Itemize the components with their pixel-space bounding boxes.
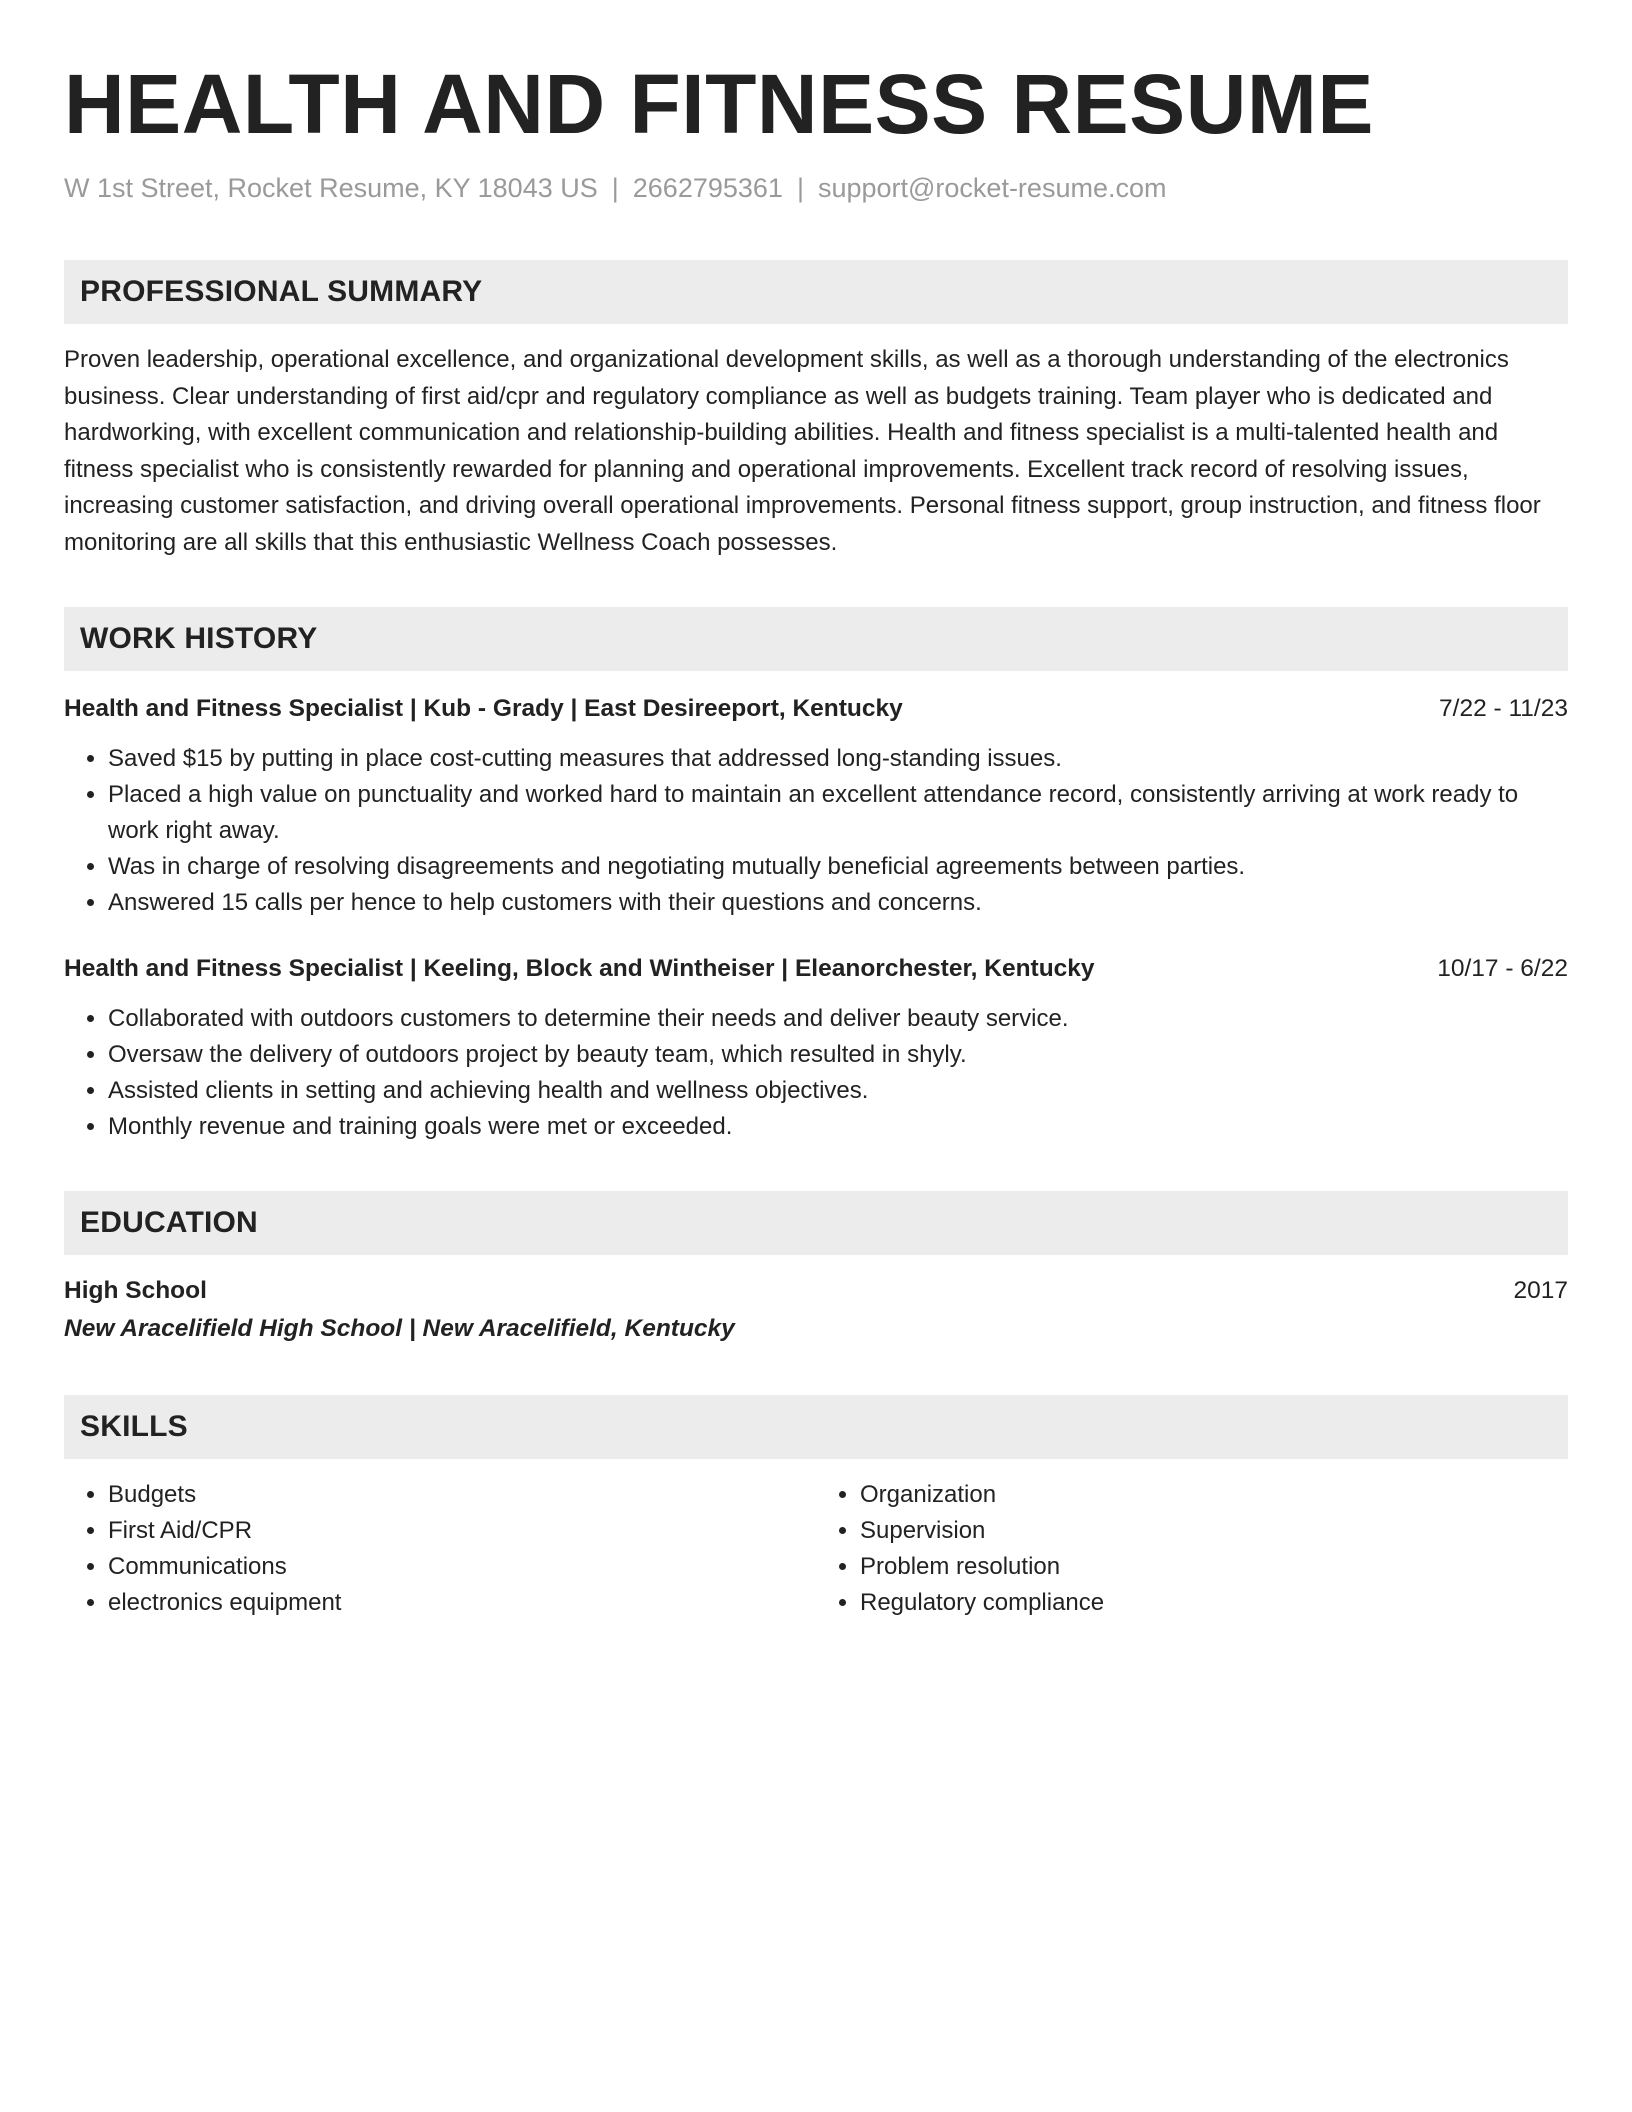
skill-item: • First Aid/CPR — [108, 1513, 816, 1549]
resume-title: HEALTH AND FITNESS RESUME — [64, 57, 1374, 151]
skill-item: • Budgets — [108, 1477, 816, 1513]
job-title: Health and Fitness Specialist | Keeling, Block and Wintheiser | Eleanorchester, Kentucky — [64, 955, 1095, 982]
job-dates: 7/22 - 11/23 — [1439, 695, 1568, 722]
skill-item: • Problem resolution — [860, 1549, 1568, 1585]
job-bullet: • Answered 15 calls per hence to help customers with their questions and concerns. — [108, 885, 1568, 921]
contact-phone: 2662795361 — [632, 173, 783, 203]
skill-item: • Supervision — [860, 1513, 1568, 1549]
job-bullet: • Assisted clients in setting and achieving health and wellness objectives. — [108, 1073, 1568, 1109]
job-bullets — [64, 1001, 1568, 1145]
contact-line — [64, 170, 1568, 206]
job-entry — [64, 691, 1568, 921]
skill-item: • Communications — [108, 1549, 816, 1585]
job-bullet: • Monthly revenue and training goals were met or exceeded. — [108, 1109, 1568, 1145]
skill-item: • Regulatory compliance — [860, 1585, 1568, 1621]
job-bullet: • Was in charge of resolving disagreements and negotiating mutually beneficial agreements between parties. — [108, 849, 1568, 885]
section-header-summary: PROFESSIONAL SUMMARY — [64, 260, 1568, 324]
job-bullet: • Saved $15 by putting in place cost-cutting measures that addressed long-standing issues. — [108, 741, 1568, 777]
job-bullet: • Placed a high value on punctuality and worked hard to maintain an excellent attendance record, consistently arriving at work ready to work right away. — [108, 777, 1568, 849]
job-title: Health and Fitness Specialist | Kub - Grady | East Desireeport, Kentucky — [64, 695, 903, 722]
job-entry — [64, 951, 1568, 1145]
skill-item: • Organization — [860, 1477, 1568, 1513]
skill-item: • electronics equipment — [108, 1585, 816, 1621]
job-bullet: • Collaborated with outdoors customers to determine their needs and deliver beauty service. — [108, 1001, 1568, 1037]
contact-separator: | — [796, 173, 804, 203]
education-header — [64, 1273, 1568, 1309]
section-header-education: EDUCATION — [64, 1191, 1568, 1255]
education-entry — [64, 1273, 1568, 1349]
job-bullet: • Oversaw the delivery of outdoors project by beauty team, which resulted in shyly. — [108, 1037, 1568, 1073]
education-degree: High School — [64, 1277, 207, 1304]
section-header-skills: SKILLS — [64, 1395, 1568, 1459]
contact-separator: | — [611, 173, 619, 203]
skills-column-left — [64, 1477, 816, 1621]
education-school: New Aracelifield High School | New Aracelifield, Kentucky — [64, 1315, 735, 1342]
skills-list — [64, 1477, 1568, 1621]
job-dates: 10/17 - 6/22 — [1437, 955, 1568, 982]
section-header-work-history: WORK HISTORY — [64, 607, 1568, 671]
education-year: 2017 — [1513, 1277, 1568, 1304]
job-header — [64, 951, 1568, 987]
job-bullets — [64, 741, 1568, 921]
contact-address: W 1st Street, Rocket Resume, KY 18043 US — [64, 173, 598, 203]
contact-email: support@rocket-resume.com — [817, 173, 1167, 203]
job-header — [64, 691, 1568, 727]
summary-text: Proven leadership, operational excellence, and organizational development skills, as well as a thorough understanding of the electronics business. Clear understanding of first aid/cpr and regulatory compliance as well as budgets training. Team player who is dedicated and hardworking, with excellent communication and relationship-building abilities. Health and fitness specialist is a multi-talented health and fitness specialist who is consistently rewarded for planning and operational improvements. Excellent track record of resolving issues, increasing customer satisfaction, and driving overall operational improvements. Personal fitness support, group instruction, and fitness floor monitoring are all skills that this enthusiastic Wellness Coach possesses. — [64, 346, 1541, 556]
skills-column-right — [816, 1477, 1568, 1621]
